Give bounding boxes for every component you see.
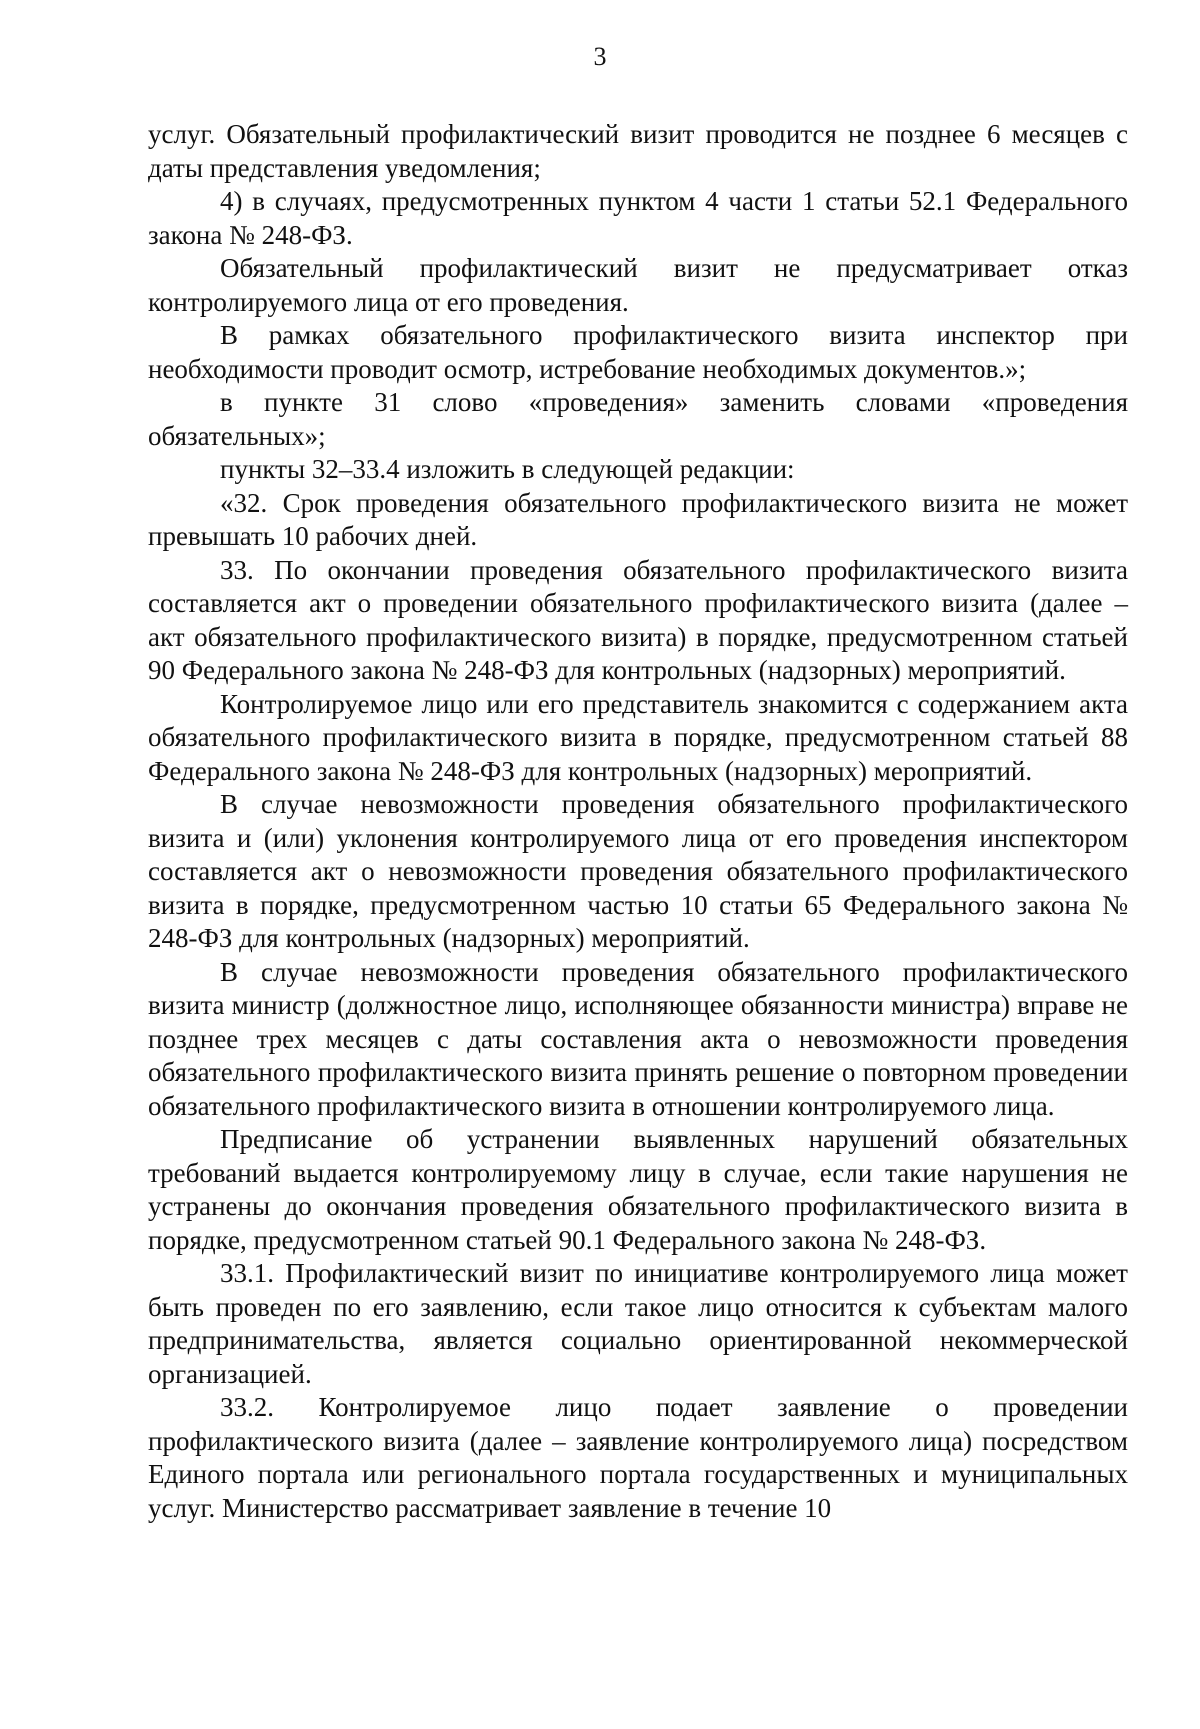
- paragraph-inspection-scope: В рамках обязательного профилактического визита инспектор при необходимости проводит осмотр, истребование необходимых документов.»;: [148, 320, 1128, 384]
- paragraph-impossibility-act: В случае невозможности проведения обязательного профилактического визита и (или) уклонения контролируемого лица от его проведения инспектором составляется акт о невозможности проведения обязательного профилактического визита в порядке, предусмотренном частью 10 статьи 65 Федерального закона № 248-ФЗ для контрольных (надзорных) мероприятий.: [148, 789, 1128, 953]
- document-body: [148, 118, 1128, 1525]
- paragraph-clause-33: 33. По окончании проведения обязательного профилактического визита составляется акт о проведении обязательного профилактического визита (далее – акт обязательного профилактического визита) в порядке, предусмотренном статьей 90 Федерального закона № 248-ФЗ для контрольных (надзорных) мероприятий.: [148, 554, 1128, 685]
- paragraph-clause-33-2: 33.2. Контролируемое лицо подает заявление о проведении профилактического визита (далее – заявление контролируемого лица) посредством Единого портала или регионального портала государственных и муниципальных услуг. Министерство рассматривает заявление в течение 10: [148, 1392, 1128, 1523]
- paragraph-amendment-32-33: пункты 32–33.4 изложить в следующей редакции:: [220, 454, 795, 484]
- page-number: 3: [593, 42, 607, 71]
- paragraph-clause-32: «32. Срок проведения обязательного профилактического визита не может превышать 10 рабочих дней.: [148, 487, 1128, 551]
- paragraph-repeat-visit: В случае невозможности проведения обязательного профилактического визита министр (должностное лицо, исполняющее обязанности министра) вправе не позднее трех месяцев с даты составления акта о невозможности проведения обязательного профилактического визита принять решение о повторном проведении обязательного профилактического визита в отношении контролируемого лица.: [148, 956, 1128, 1121]
- paragraph-item-4: 4) в случаях, предусмотренных пунктом 4 части 1 статьи 52.1 Федерального закона № 248-ФЗ.: [148, 186, 1128, 250]
- paragraph-no-refusal: Обязательный профилактический визит не предусматривает отказ контролируемого лица от его проведения.: [148, 253, 1128, 317]
- paragraph-amendment-31: в пункте 31 слово «проведения» заменить словами «проведения обязательных»;: [148, 387, 1128, 451]
- paragraph-prescription: Предписание об устранении выявленных нарушений обязательных требований выдается контролируемому лицу в случае, если такие нарушения не устранены до окончания проведения обязательного профилактического визита в порядке, предусмотренном статьей 90.1 Федерального закона № 248-ФЗ.: [148, 1124, 1128, 1255]
- paragraph-act-review: Контролируемое лицо или его представитель знакомится с содержанием акта обязательного профилактического визита в порядке, предусмотренном статьей 88 Федерального закона № 248-ФЗ для контрольных (надзорных) мероприятий.: [148, 688, 1128, 786]
- paragraph-continuation: услуг. Обязательный профилактический визит проводится не позднее 6 месяцев с даты представления уведомления;: [148, 119, 1128, 183]
- paragraph-clause-33-1: 33.1. Профилактический визит по инициативе контролируемого лица может быть проведен по его заявлению, если такое лицо относится к субъектам малого предпринимательства, является социально ориентированной некоммерческой организацией.: [148, 1258, 1128, 1389]
